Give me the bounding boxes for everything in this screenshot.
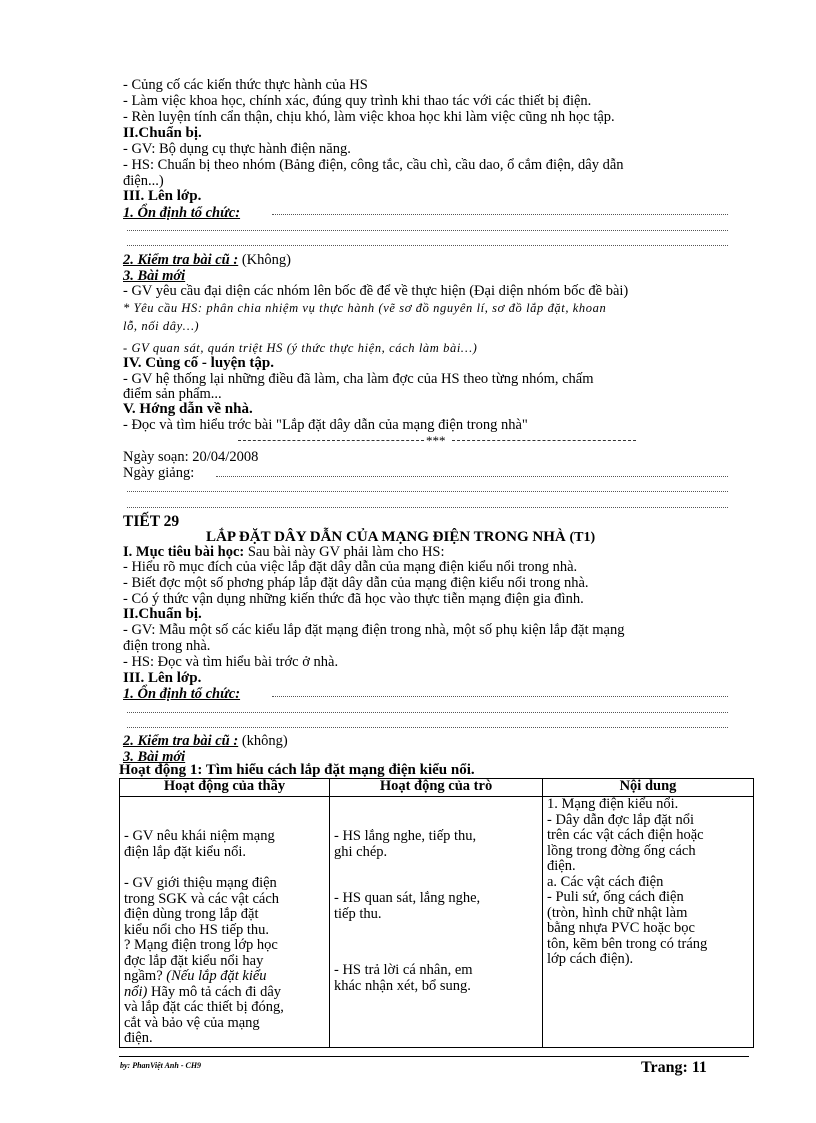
objective-2-line-3: - Có ý thức vận dụng những kiến thức đã học vào thực tiễn mạng điện gia đình. (123, 591, 584, 607)
dotted-line (127, 245, 728, 246)
lesson-number: TIẾT 29 (123, 513, 180, 530)
heading-consolidation: IV. Củng cố - luyện tập. (123, 355, 275, 371)
content-text: (tròn, hình chữ nhật làm (547, 904, 688, 921)
teacher-text: - GV nêu khái niệm mạng (124, 828, 275, 844)
dotted-line (127, 507, 728, 508)
dotted-line (127, 230, 728, 231)
content-text: bằng nhựa PVC hoặc bọc (547, 920, 695, 936)
teacher-text: ? Mạng điện trong lớp học (124, 937, 278, 953)
separator-stars: *** (426, 433, 446, 448)
content-text: trên các vật cách điện hoặc (547, 827, 704, 843)
dotted-line (127, 491, 728, 492)
teacher-text: ngầm? (124, 968, 167, 984)
old-lesson-check (123, 252, 291, 268)
teacher-text: và lắp đặt các thiết bị đóng, (124, 999, 284, 1015)
dotted-line (272, 214, 728, 215)
objective-line-2: - Làm việc khoa học, chính xác, đúng quy trình khi thao tác với các thiết bị điện. (123, 93, 592, 109)
table-header-student: Hoạt động của trò (330, 779, 543, 797)
separator-right (452, 440, 636, 441)
new-lesson-line-1: - GV yêu cầu đại diện các nhóm lên bốc đề để về thực hiện (Đại diện nhóm bốc đề bài) (123, 283, 629, 299)
teacher-text-mixed (124, 985, 325, 1001)
date-prepared: Ngày soạn: 20/04/2008 (123, 449, 259, 465)
lesson-title-suffix: (T1) (569, 530, 596, 545)
content-text: - Dây dẫn đợc lắp đặt nổi (547, 811, 694, 828)
dotted-line (127, 727, 728, 728)
footer-credit: by: PhanViệt Anh - CH9 (120, 1061, 202, 1070)
student-text: - HS trả lời cá nhân, em (334, 962, 473, 978)
objective-2-line-1: - Hiểu rõ mục đích của việc lắp đặt dây dẫn của mạng điện kiểu nổi trong nhà. (123, 559, 578, 575)
footer-rule (119, 1056, 749, 1057)
dotted-line (216, 476, 728, 477)
objective-line-1: - Củng cố các kiến thức thực hành của HS (123, 77, 368, 93)
teacher-text: Hãy mô tả cách đi dây (147, 983, 282, 1000)
dotted-line (127, 712, 728, 713)
page-number: Trang: 11 (641, 1059, 707, 1076)
activity-table (119, 778, 754, 1048)
homework-line-1: - Đọc và tìm hiểu trớc bài "Lắp đặt dây dẫn của mạng điện trong nhà" (123, 417, 528, 433)
date-teaching: Ngày giảng: (123, 465, 195, 481)
dotted-line (272, 696, 728, 697)
consolidation-line-2: điểm sản phẩm... (123, 386, 222, 402)
activity-heading: Hoạt động 1: Tìm hiểu cách lắp đặt mạng điện kiểu nổi. (119, 762, 475, 778)
student-text: tiếp thu. (334, 905, 382, 922)
student-text: - HS lắng nghe, tiếp thu, (334, 828, 477, 844)
content-text: lớp cách điện). (547, 951, 634, 967)
heading-preparation: II.Chuẩn bị. (123, 125, 202, 141)
subheading-check-old-lesson-2: 2. Kiểm tra bài cũ : (123, 733, 239, 749)
teacher-text: điện. (124, 1030, 153, 1046)
content-cell (543, 797, 754, 1048)
content-text: điện. (547, 858, 576, 874)
teacher-text: điện lắp đặt kiểu nổi. (124, 843, 247, 860)
objectives-intro (123, 544, 445, 560)
objective-2-line-2: - Biết đợc một số phơng pháp lắp đặt dây dẫn của mạng điện kiểu nổi trong nhà. (123, 575, 589, 591)
student-activity-cell (330, 797, 543, 1048)
new-lesson-line-3: lỗ, nối dây…) (123, 319, 200, 333)
objective-line-3: - Rèn luyện tính cẩn thận, chịu khó, làm việc khoa học khi làm việc cũng nh học tập. (123, 109, 615, 125)
prep-student-line-2: điện...) (123, 173, 164, 189)
heading-objectives: I. Mục tiêu bài học: (123, 544, 245, 560)
table-header-teacher: Hoạt động của thầy (120, 779, 330, 797)
table-header-content: Nội dung (543, 779, 754, 797)
teacher-text: cắt và bảo vệ của mạng (124, 1014, 260, 1031)
heading-class-procedure: III. Lên lớp. (123, 188, 202, 204)
teacher-text: điện dùng trong lắp đặt (124, 906, 259, 922)
check-old-lesson-value: (Không) (238, 252, 291, 268)
subheading-check-old-lesson: 2. Kiểm tra bài cũ : (123, 252, 239, 268)
teacher-text-mixed (124, 969, 325, 985)
student-text: khác nhận xét, bổ sung. (334, 977, 471, 994)
subheading-new-lesson: 3. Bài mới (123, 268, 186, 284)
table-row (120, 797, 754, 1048)
teacher-text: đợc lắp đặt kiểu nổi hay (124, 952, 264, 969)
old-lesson-check-2 (123, 733, 288, 749)
content-text: a. Các vật cách điện (547, 873, 664, 890)
teacher-text: trong SGK và các vật cách (124, 890, 280, 907)
new-lesson-line-2: * Yêu cầu HS: phân chia nhiệm vụ thực hành (vẽ sơ đồ nguyên lí, sơ đồ lắp đặt, khoan (123, 301, 607, 315)
student-text: ghi chép. (334, 843, 388, 860)
objectives-intro-text: Sau bài này GV phải làm cho HS: (244, 544, 445, 560)
prep-student-line-1: - HS: Chuẩn bị theo nhóm (Bảng điện, công tắc, cầu chì, cầu dao, ổ cắm điện, dây dẫn (123, 157, 624, 173)
content-text: lồng trong đờng ống cách (547, 842, 696, 859)
table-header-row (120, 779, 754, 797)
heading-preparation-2: II.Chuẩn bị. (123, 606, 202, 622)
prep-teacher: - GV: Bộ dụng cụ thực hành điện năng. (123, 141, 351, 157)
subheading-new-lesson-2: 3. Bài mới (123, 749, 186, 765)
check-old-lesson-value-2: (không) (238, 733, 288, 749)
content-text: 1. Mạng điện kiểu nổi. (547, 796, 679, 812)
content-text: tôn, kẽm bên trong có tráng (547, 935, 708, 952)
student-text: - HS quan sát, lắng nghe, (334, 890, 481, 906)
prep2-student: - HS: Đọc và tìm hiểu bài trớc ở nhà. (123, 654, 339, 670)
subheading-stabilize-class: 1. Ổn định tổ chức: (123, 205, 241, 221)
lesson-title-text: LẮP ĐẶT DÂY DẪN CỦA MẠNG ĐIỆN TRONG NHÀ (206, 529, 566, 545)
subheading-stabilize-class-2: 1. Ổn định tổ chức: (123, 686, 241, 702)
separator-left (238, 440, 424, 441)
teacher-text-italic: (Nếu lắp đặt kiểu (166, 968, 267, 984)
heading-homework: V. Hớng dẫn về nhà. (123, 401, 253, 417)
teacher-text: kiểu nổi cho HS tiếp thu. (124, 921, 269, 938)
consolidation-line-1: - GV hệ thống lại những điều đã làm, cha làm đợc của HS theo từng nhóm, chấm (123, 371, 594, 387)
prep2-teacher-line-2: điện trong nhà. (123, 638, 211, 654)
new-lesson-line-4: - GV quan sát, quán triệt HS (ý thức thực hiện, cách làm bài…) (123, 341, 478, 355)
prep2-teacher-line-1: - GV: Mẫu một số các kiểu lắp đặt mạng điện trong nhà, một số phụ kiện lắp đặt mạng (123, 622, 625, 638)
teacher-activity-cell (120, 797, 330, 1048)
teacher-text: - GV giới thiệu mạng điện (124, 875, 277, 891)
teacher-text-italic: nổi) (124, 983, 148, 1000)
heading-class-procedure-2: III. Lên lớp. (123, 670, 202, 686)
content-text: - Puli sứ, ống cách điện (547, 889, 684, 905)
